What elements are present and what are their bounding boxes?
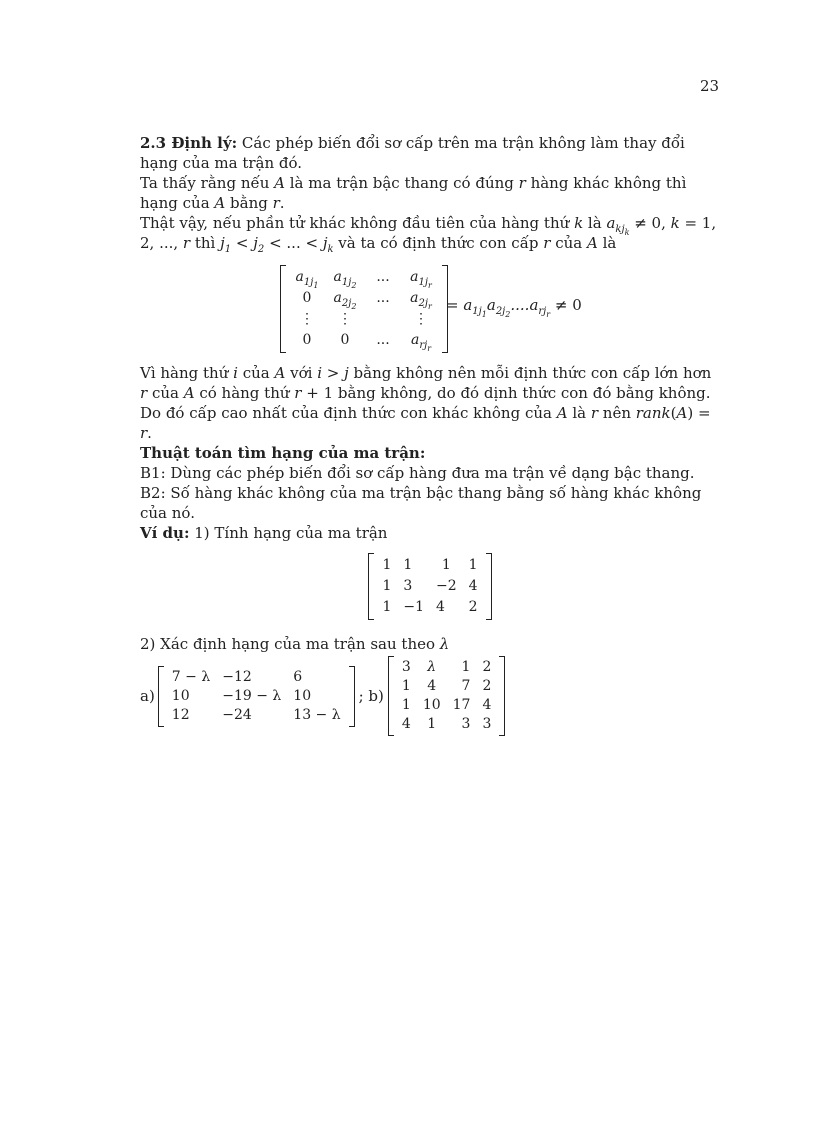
- rank-argument-paragraph: Vì hàng thứ i của A với i > j bằng không nên mỗi định thức con cấp lớn hơn r của A có hàng thứ r + 1 bằng không, do đó dịnh thức con đó bằng không. Do đó cấp cao nhất của định thức con khác không của A là r nên rank(A) = r.: [140, 364, 712, 442]
- matrix-cell: $a_{rj_r}$: [410, 332, 432, 353]
- matrix-cell: ⋮: [414, 311, 428, 327]
- matrix-cell: ...: [376, 332, 390, 348]
- matrix-cell: ⋮: [338, 311, 352, 327]
- math-r: r: [140, 424, 148, 442]
- math-r: r: [140, 384, 148, 402]
- matrix-a: [158, 666, 355, 727]
- matrix-cell: ...: [376, 269, 390, 285]
- text-span: Ta thấy rằng nếu: [140, 174, 275, 192]
- math-r: r: [518, 174, 526, 192]
- math-A: A: [556, 404, 568, 422]
- matrix-cell: 4: [436, 599, 445, 615]
- matrix-cell: 1: [468, 557, 478, 573]
- matrix-row: [166, 706, 347, 725]
- matrix-cell: 7: [461, 678, 471, 694]
- math-lambda: λ: [439, 635, 450, 653]
- question-2-text: [140, 634, 720, 654]
- proof-paragraph: [140, 213, 720, 253]
- text-span: Vì hàng thứ: [140, 364, 234, 382]
- matrix-cell: −2: [436, 578, 457, 594]
- text-span: bằng: [225, 194, 273, 212]
- matrix-cell: 2: [468, 599, 478, 615]
- text-span: Thật vậy, nếu phần tử khác không đầu tiên của hàng thứ: [140, 214, 575, 232]
- example-heading: [140, 523, 720, 543]
- matrix-cell: 3: [482, 716, 492, 732]
- text-span: là: [597, 234, 617, 252]
- text-span: có hàng thứ: [194, 384, 295, 402]
- theorem-paragraph: [140, 133, 720, 173]
- matrix-cell: $a_{2j_r}$: [410, 290, 432, 311]
- matrix-cell: $a_{1j_2}$: [333, 269, 357, 290]
- text-span: của: [237, 364, 275, 382]
- matrix-cell: $a_{1j_r}$: [410, 269, 432, 290]
- text-span: .: [279, 194, 285, 212]
- text-span: ≠ 0,: [629, 214, 671, 232]
- math-A: A: [274, 174, 285, 192]
- text-span: bằng không, do đó dịnh thức con đó bằng không. Do đó cấp cao nhất của định thức con khác không của: [140, 384, 711, 422]
- matrix-row: [288, 267, 440, 288]
- math-r: r: [590, 404, 599, 422]
- math-jk: $j_k$: [322, 234, 334, 255]
- text-span: = 1, 2, ...,: [140, 214, 717, 252]
- math-A: A: [214, 194, 226, 212]
- math-A: A: [183, 384, 195, 402]
- matrix-cell: −12: [222, 668, 252, 685]
- echelon-statement: [140, 173, 720, 213]
- math-i-gt-j: i: [317, 364, 323, 382]
- matrix-cell: 3: [461, 716, 471, 732]
- matrix-cell: 12: [171, 706, 190, 723]
- math-i: i: [233, 364, 238, 382]
- text-span: .: [147, 424, 152, 442]
- text-span: hàng khác không thì hạng của: [140, 174, 687, 212]
- text-span: thì: [190, 234, 221, 252]
- matrix-cell: 17: [452, 697, 471, 713]
- part-b-label: ; b): [358, 687, 384, 705]
- matrix-cell: 10: [171, 687, 190, 704]
- question-2-matrices: [140, 656, 720, 736]
- matrix-row: [396, 715, 498, 734]
- math-A: A: [676, 404, 688, 422]
- text-span: <: [231, 234, 254, 252]
- matrix-row: [166, 687, 347, 706]
- matrix-cell: 0: [302, 290, 312, 306]
- matrix-cell: 4: [401, 716, 411, 732]
- matrix-cell: 1: [441, 557, 451, 573]
- matrix-row: [288, 309, 440, 330]
- example-matrix-1: [368, 553, 491, 620]
- example-label: Ví dụ:: [140, 524, 190, 542]
- math-r: r: [543, 234, 551, 252]
- matrix-cell: 1: [382, 557, 392, 573]
- matrix-cell: $a_{2j_2}$: [333, 290, 357, 311]
- theorem-label: 2.3 Định lý:: [140, 134, 238, 152]
- matrix-cell: 2: [482, 659, 492, 675]
- matrix-row: [396, 696, 498, 715]
- matrix-cell: λ: [427, 659, 437, 675]
- math-r: r: [272, 194, 280, 212]
- matrix-cell: 4: [482, 697, 492, 713]
- matrix-cell: 1: [401, 697, 411, 713]
- question-2: [140, 634, 720, 736]
- math-j: j: [344, 364, 349, 382]
- matrix-row: [376, 576, 483, 597]
- matrix-cell: 4: [427, 678, 437, 694]
- text-span: bằng không nên mỗi định thức con cấp lớn hơn: [348, 364, 712, 382]
- matrix-cell: 1: [403, 557, 413, 573]
- subdeterminant-matrix: [280, 265, 448, 353]
- matrix-cell: 2: [482, 678, 492, 694]
- matrix-cell: 6: [293, 668, 303, 685]
- matrix-cell: 4: [468, 578, 478, 594]
- matrix-row: [396, 677, 498, 696]
- matrix-cell: ...: [376, 290, 390, 306]
- text-span: < ... <: [264, 234, 323, 252]
- matrix-cell: [364, 309, 402, 330]
- algorithm-step-1: B1: Dùng các phép biến đổi sơ cấp hàng đưa ma trận về dạng bậc thang.: [140, 464, 695, 482]
- matrix-row: [166, 668, 347, 687]
- text-span: của: [147, 384, 184, 402]
- matrix-cell: 10: [293, 687, 312, 704]
- math-rank-eq: rank: [635, 404, 671, 422]
- matrix-cell: 1: [382, 599, 392, 615]
- matrix-cell: 1: [401, 678, 411, 694]
- matrix-row: [396, 658, 498, 677]
- math-A: A: [586, 234, 598, 252]
- matrix-cell: 1: [382, 578, 392, 594]
- example-text: 1) Tính hạng của ma trận: [189, 524, 388, 542]
- text-span: 2) Xác định hạng của ma trận sau theo: [140, 635, 440, 653]
- matrix-cell: −19 − λ: [222, 687, 282, 704]
- matrix-cell: $a_{1j_1}$: [295, 269, 319, 290]
- math-akjk: $a_{kj_k}$: [606, 214, 630, 237]
- matrix-cell: −1: [403, 599, 424, 615]
- matrix-cell: 0: [302, 332, 312, 348]
- matrix-row: [288, 288, 440, 309]
- text-span: và ta có định thức con cấp: [333, 234, 544, 252]
- matrix-cell: 7 − λ: [171, 668, 211, 685]
- determinant-display: [280, 265, 720, 353]
- matrix-cell: 13 − λ: [293, 706, 341, 723]
- matrix-cell: 1: [427, 716, 437, 732]
- text-span: nên: [598, 404, 636, 422]
- matrix-cell: 0: [340, 332, 350, 348]
- math-A: A: [274, 364, 286, 382]
- matrix-cell: 10: [422, 697, 441, 713]
- algorithm-step-2: B2: Số hàng khác không của ma trận bậc thang bằng số hàng khác không của nó.: [140, 484, 702, 522]
- matrix-cell: −24: [222, 706, 252, 723]
- matrix-row: [288, 330, 440, 351]
- matrix-cell: 1: [461, 659, 471, 675]
- matrix-b: [388, 656, 506, 736]
- matrix-row: [376, 597, 483, 618]
- math-k: k: [670, 214, 680, 232]
- matrix-row: [376, 555, 483, 576]
- example-matrix-1-display: [140, 553, 720, 620]
- math-j1: $j_1$: [220, 234, 232, 255]
- page-number: 23: [700, 77, 720, 95]
- text-span: là ma trận bậc thang có đúng: [284, 174, 519, 192]
- text-span: là: [583, 214, 607, 232]
- math-j2: $j_2$: [253, 234, 265, 255]
- text-span: là: [567, 404, 591, 422]
- text-span: với: [285, 364, 318, 382]
- matrix-cell: ⋮: [300, 311, 314, 327]
- matrix-cell: 3: [403, 578, 413, 594]
- math-k: k: [574, 214, 584, 232]
- page-content: [140, 133, 720, 736]
- algorithm-title: Thuật toán tìm hạng của ma trận:: [140, 444, 426, 462]
- math-r-plus-1: r: [294, 384, 302, 402]
- matrix-cell: 3: [401, 659, 411, 675]
- math-r: r: [182, 234, 191, 252]
- text-span: của: [550, 234, 587, 252]
- part-a-label: a): [140, 687, 155, 705]
- determinant-rhs: = $a_{1j_1}a_{2j_2}....a_{rj_r} \ne 0$: [446, 296, 582, 319]
- theorem-text: Các phép biến đổi sơ cấp trên ma trận không làm thay đổi hạng của ma trận đó.: [140, 134, 685, 172]
